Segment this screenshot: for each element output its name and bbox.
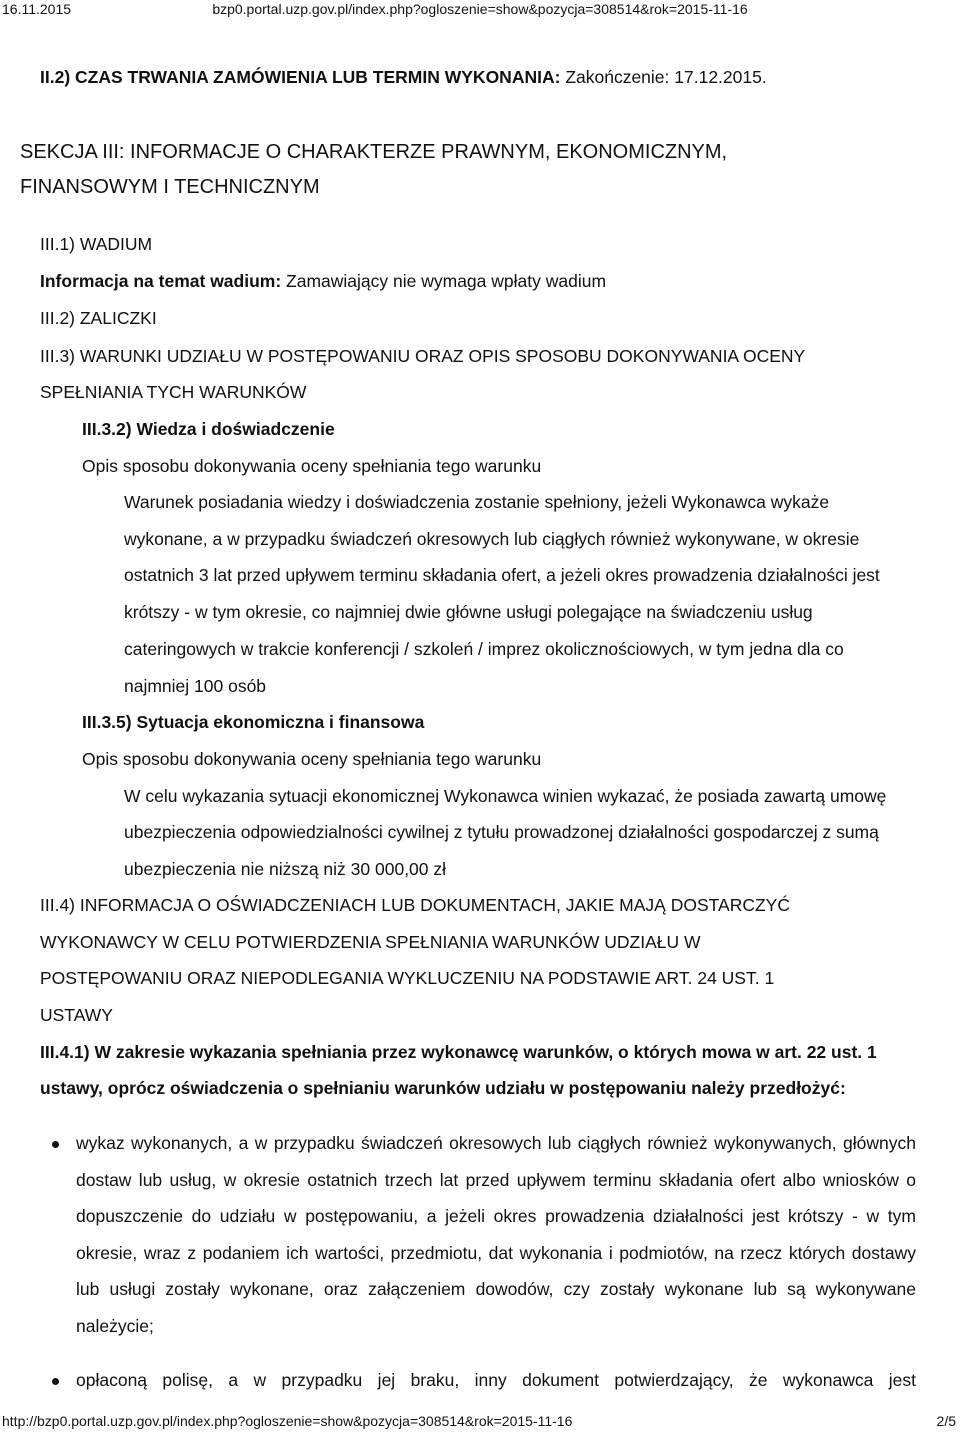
print-header xyxy=(0,0,960,20)
finance-line: W celu wykazania sytuacji ekonomicznej Wykonawca winien wykazać, że posiada zawartą umowę xyxy=(124,786,887,806)
section-3-title-line2: FINANSOWYM I TECHNICZNYM xyxy=(20,176,320,198)
knowledge-line: najmniej 100 osób xyxy=(124,676,267,696)
section-2-2-label: II.2) CZAS TRWANIA ZAMÓWIENIA LUB TERMIN WYKONANIA: xyxy=(40,67,561,87)
section-3-1-heading: III.1) WADIUM xyxy=(40,234,153,254)
section-2-2-value: Zakończenie: 17.12.2015. xyxy=(565,67,767,87)
section-3-4-heading-line: WYKONAWCY W CELU POTWIERDZENIA SPEŁNIANIA WARUNKÓW UDZIAŁU W xyxy=(40,932,701,952)
print-date: 16.11.2015 xyxy=(2,1,72,17)
section-3-3-5-label: Opis sposobu dokonywania oceny spełniania tego warunku xyxy=(82,749,542,769)
section-3-title-line1: SEKCJA III: INFORMACJE O CHARAKTERZE PRAWNYM, EKONOMICZNYM, xyxy=(20,141,728,163)
section-3-3-2-label: Opis sposobu dokonywania oceny spełniania tego warunku xyxy=(82,456,542,476)
section-3-4-heading-line: POSTĘPOWANIU ORAZ NIEPODLEGANIA WYKLUCZENIU NA PODSTAWIE ART. 24 UST. 1 xyxy=(40,968,775,988)
bullet-item: opłaconą polisę, a w przypadku jej braku, inny dokument potwierdzający, że wykonawca jest xyxy=(76,1370,916,1390)
wadium-info xyxy=(40,270,606,292)
section-3-4-heading-line: USTAWY xyxy=(40,1005,113,1025)
bullet-item: wykaz wykonanych, a w przypadku świadczeń okresowych lub ciągłych również wykonywanych, głównych dostaw lub usług, w okresie ostatnich trzech lat przed upływem terminu składania ofert albo wniosków o dopuszczenie do udziału w postępowaniu, a jeżeli okres prowadzenia działalności jest krótszy - w tym okresie, wraz z podaniem ich wartości, przedmiotu, dat wykonania i podmiotów, na rzecz których dostawy lub usługi zostały wykonane, oraz załączeniem dowodów, czy zostały wykonane lub są wykonywane należycie; xyxy=(76,1133,916,1336)
finance-line: ubezpieczenia odpowiedzialności cywilnej z tytułu prowadzonej działalności gospodarczej z sumą xyxy=(124,822,879,842)
section-3-3-5-heading: III.3.5) Sytuacja ekonomiczna i finansowa xyxy=(82,712,425,732)
bullet-marker xyxy=(52,1141,59,1148)
section-3-2-heading: III.2) ZALICZKI xyxy=(40,308,157,328)
section-3-3-heading-line1: III.3) WARUNKI UDZIAŁU W POSTĘPOWANIU ORAZ OPIS SPOSOBU DOKONYWANIA OCENY xyxy=(40,346,806,366)
knowledge-line: krótszy - w tym okresie, co najmniej dwie główne usługi polegające na świadczeniu usług xyxy=(124,602,813,622)
wadium-value: Zamawiający nie wymaga wpłaty wadium xyxy=(286,271,607,291)
section-3-4-1-line: III.4.1) W zakresie wykazania spełniania przez wykonawcę warunków, o których mowa w art. 22 ust. 1 xyxy=(40,1042,877,1062)
print-footer-url: http://bzp0.portal.uzp.gov.pl/index.php?ogloszenie=show&pozycja=308514&rok=2015-11-16 xyxy=(2,1413,573,1429)
section-3-4-1-line: ustawy, oprócz oświadczenia o spełnianiu warunków udziału w postępowaniu należy przedłożyć: xyxy=(40,1078,846,1098)
bullet-marker xyxy=(52,1378,59,1385)
print-footer xyxy=(0,1412,960,1432)
section-3-3-heading-line2: SPEŁNIANIA TYCH WARUNKÓW xyxy=(40,382,307,402)
knowledge-line: wykonane, a w przypadku świadczeń okresowych lub ciągłych również wykonywane, w okresie xyxy=(124,529,860,549)
knowledge-line: Warunek posiadania wiedzy i doświadczenia zostanie spełniony, jeżeli Wykonawca wykaże xyxy=(124,492,830,512)
print-header-url: bzp0.portal.uzp.gov.pl/index.php?ogloszenie=show&pozycja=308514&rok=2015-11-16 xyxy=(212,1,748,17)
page-number: 2/5 xyxy=(936,1413,956,1429)
finance-line: ubezpieczenia nie niższą niż 30 000,00 zł xyxy=(124,859,447,879)
section-3-4-heading-line: III.4) INFORMACJA O OŚWIADCZENIACH LUB DOKUMENTACH, JAKIE MAJĄ DOSTARCZYĆ xyxy=(40,895,790,915)
section-3-3-2-heading: III.3.2) Wiedza i doświadczenie xyxy=(82,419,335,439)
knowledge-line: cateringowych w trakcie konferencji / szkoleń / imprez okolicznościowych, w tym jedna dla co xyxy=(124,639,844,659)
wadium-label: Informacja na temat wadium: xyxy=(40,271,282,291)
section-2-2 xyxy=(40,66,767,88)
knowledge-line: ostatnich 3 lat przed upływem terminu składania ofert, a jeżeli okres prowadzenia działalności jest xyxy=(124,565,880,585)
